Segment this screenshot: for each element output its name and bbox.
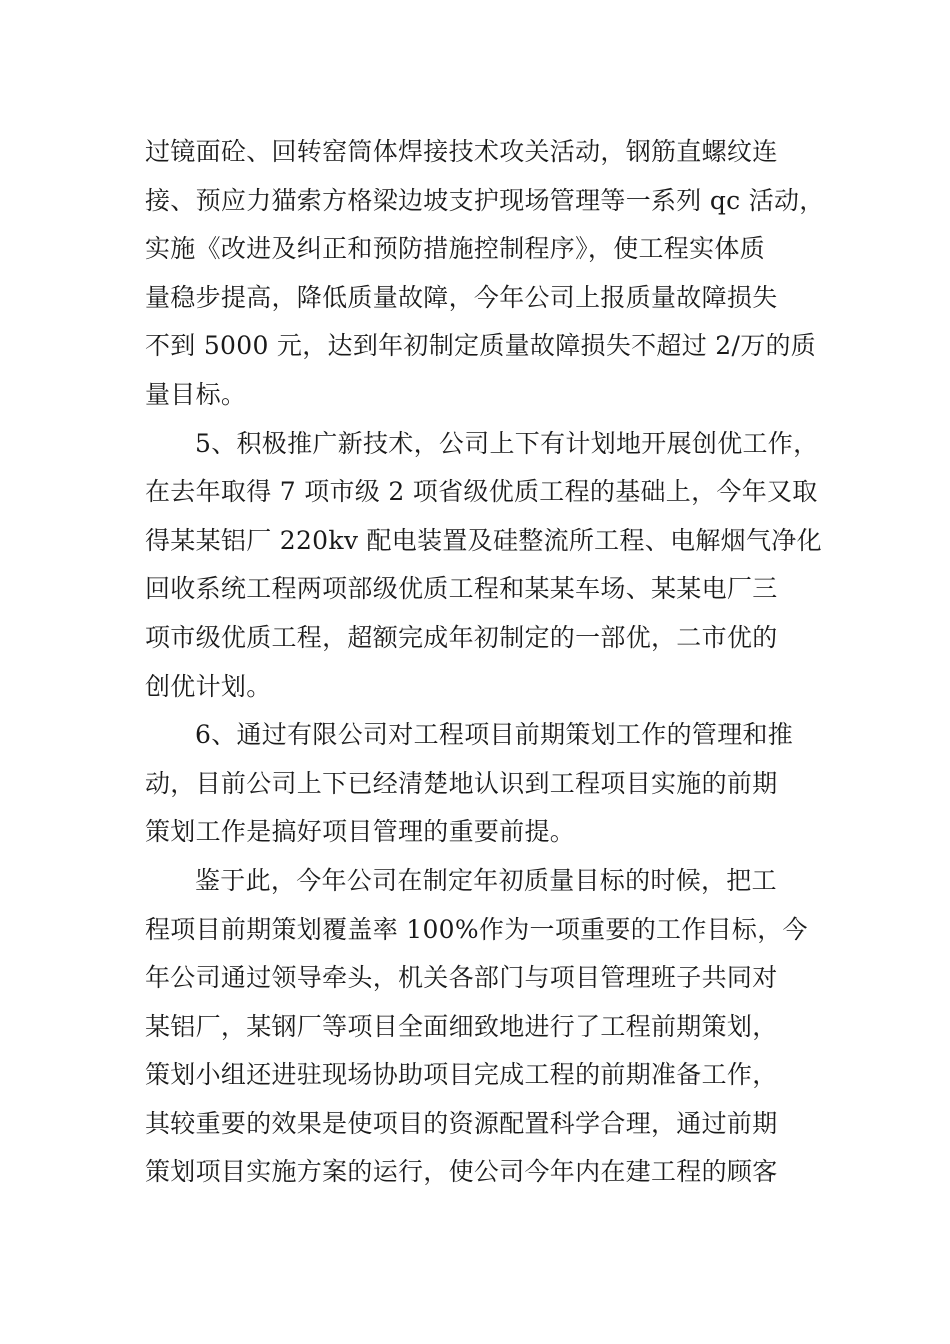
text-line: 得某某铝厂 220kv 配电装置及硅整流所工程、电解烟气净化: [145, 525, 822, 555]
body-text: [145, 128, 825, 1197]
text-line: 量目标。: [145, 379, 247, 409]
text-line: 程项目前期策划覆盖率 100%作为一项重要的工作目标，今: [145, 914, 808, 944]
text-line: 接、预应力猫索方格梁边坡支护现场管理等一系列 qc 活动，: [145, 185, 825, 215]
text-line: 动，目前公司上下已经清楚地认识到工程项目实施的前期: [145, 768, 778, 798]
text-line: 策划项目实施方案的运行，使公司今年内在建工程的顾客: [145, 1157, 778, 1187]
text-line: 策划工作是搞好项目管理的重要前提。: [145, 817, 576, 847]
text-line: 回收系统工程两项部级优质工程和某某车场、某某电厂三: [145, 574, 778, 604]
text-line: 年公司通过领导牵头，机关各部门与项目管理班子共同对: [145, 963, 778, 993]
text-line: 过镜面砼、回转窑筒体焊接技术攻关活动，钢筋直螺纹连: [145, 137, 778, 166]
text-line: 实施《改进及纠正和预防措施控制程序》，使工程实体质: [145, 234, 766, 264]
text-line: 策划小组还进驻现场协助项目完成工程的前期准备工作，: [145, 1060, 778, 1090]
text-line: 6、通过有限公司对工程项目前期策划工作的管理和推: [195, 720, 794, 750]
text-line: 项市级优质工程，超额完成年初制定的一部优，二市优的: [145, 622, 778, 652]
text-line: 不到 5000 元，达到年初制定质量故障损失不超过 2/万的质: [145, 331, 817, 361]
text-line: 其较重要的效果是使项目的资源配置科学合理，通过前期: [145, 1108, 778, 1138]
text-line: 在去年取得 7 项市级 2 项省级优质工程的基础上，今年又取: [145, 477, 818, 507]
text-line: 量稳步提高，降低质量故障，今年公司上报质量故障损失: [145, 282, 778, 312]
text-line: 鉴于此，今年公司在制定年初质量目标的时候，把工: [195, 865, 777, 895]
text-line: 某铝厂，某钢厂等项目全面细致地进行了工程前期策划，: [145, 1011, 778, 1041]
text-line: 创优计划。: [145, 671, 272, 701]
text-line: 5、积极推广新技术，公司上下有计划地开展创优工作，: [195, 428, 819, 458]
